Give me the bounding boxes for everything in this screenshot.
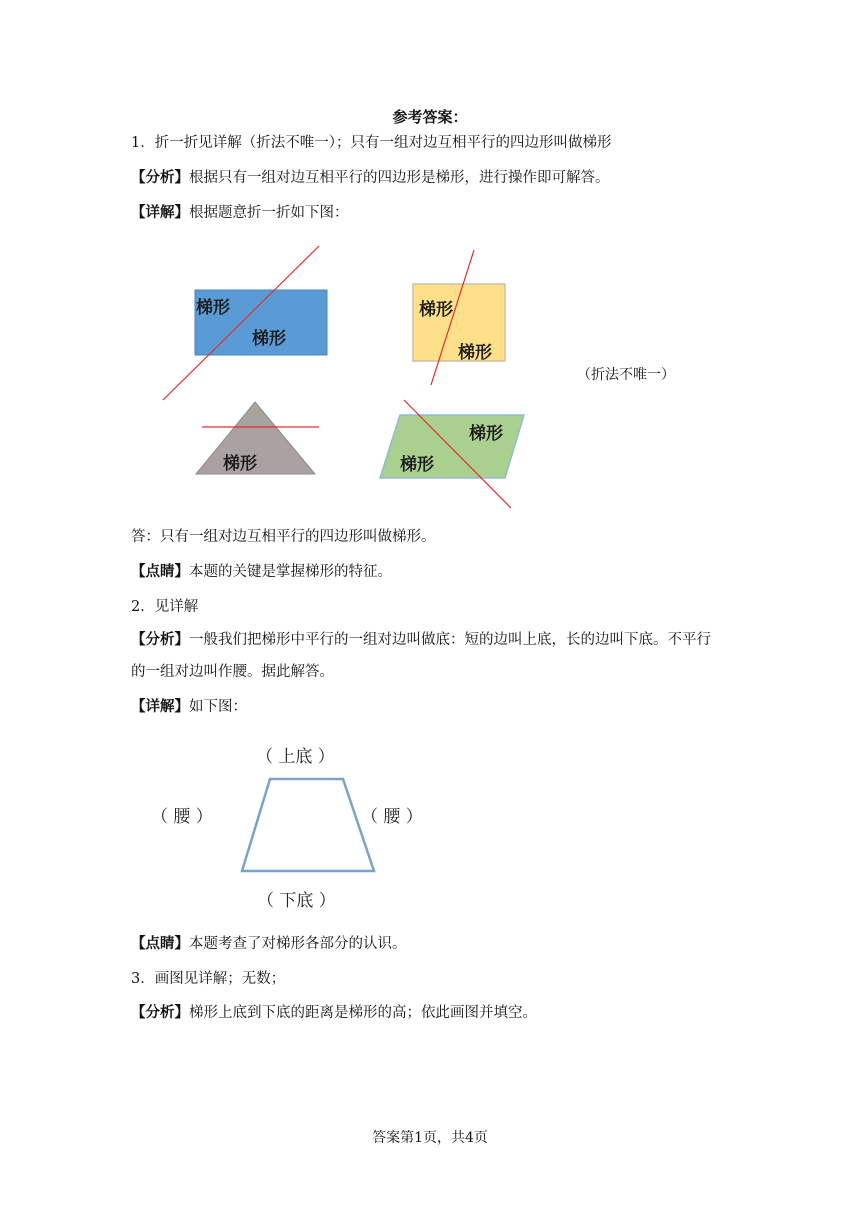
- fold-note: （折法不唯一）: [577, 367, 675, 383]
- square-label-top: 梯形: [419, 300, 453, 320]
- q2-analysis-cont: 的一组对边叫作腰。据此解答。: [131, 664, 334, 680]
- page-title: 参考答案：: [392, 108, 468, 126]
- trapezoid: [242, 779, 374, 871]
- point-text: 本题考查了对梯形各部分的认识。: [189, 936, 407, 952]
- bottom-base-label: （ 下底 ）: [257, 891, 336, 911]
- parallelogram-label-top: 梯形: [469, 424, 503, 444]
- q2-point: [131, 934, 407, 954]
- parallelogram-label-bottom: 梯形: [400, 455, 434, 475]
- point-text: 本题的关键是掌握梯形的特征。: [189, 564, 392, 580]
- detail-tag: 【详解】: [131, 698, 189, 715]
- top-base-label: （ 上底 ）: [256, 747, 335, 767]
- analysis-tag: 【分析】: [131, 1004, 189, 1021]
- rectangle-label-bottom: 梯形: [252, 329, 286, 349]
- left-leg-label: （ 腰 ）: [151, 807, 213, 827]
- detail-text: 如下图：: [189, 699, 247, 715]
- analysis-tag: 【分析】: [131, 169, 189, 186]
- analysis-tag: 【分析】: [131, 631, 189, 648]
- rectangle-label-top: 梯形: [196, 298, 230, 318]
- detail-tag: 【详解】: [131, 204, 189, 221]
- detail-text: 根据题意折一折如下图：: [189, 205, 349, 221]
- triangle-label: 梯形: [223, 454, 257, 474]
- q3-analysis: [131, 1003, 537, 1023]
- q1-conclusion: 答：只有一组对边互相平行的四边形叫做梯形。: [131, 529, 436, 545]
- right-leg-label: （ 腰 ）: [361, 807, 423, 827]
- page-footer: 答案第1页，共4页: [372, 1130, 488, 1146]
- q1-answer: 1．折一折见详解（折法不唯一）；只有一组对边互相平行的四边形叫做梯形: [131, 135, 612, 151]
- analysis-text: 一般我们把梯形中平行的一组对边叫做底：短的边叫上底，长的边叫下底。不平行: [189, 632, 711, 648]
- analysis-text: 根据只有一组对边互相平行的四边形是梯形，进行操作即可解答。: [189, 170, 610, 186]
- point-tag: 【点睛】: [131, 935, 189, 952]
- analysis-text: 梯形上底到下底的距离是梯形的高；依此画图并填空。: [189, 1005, 537, 1021]
- square-label-bottom: 梯形: [458, 343, 492, 363]
- q3-answer: 3．画图见详解；无数；: [131, 971, 286, 987]
- point-tag: 【点睛】: [131, 563, 189, 580]
- q2-answer: 2．见详解: [131, 599, 199, 615]
